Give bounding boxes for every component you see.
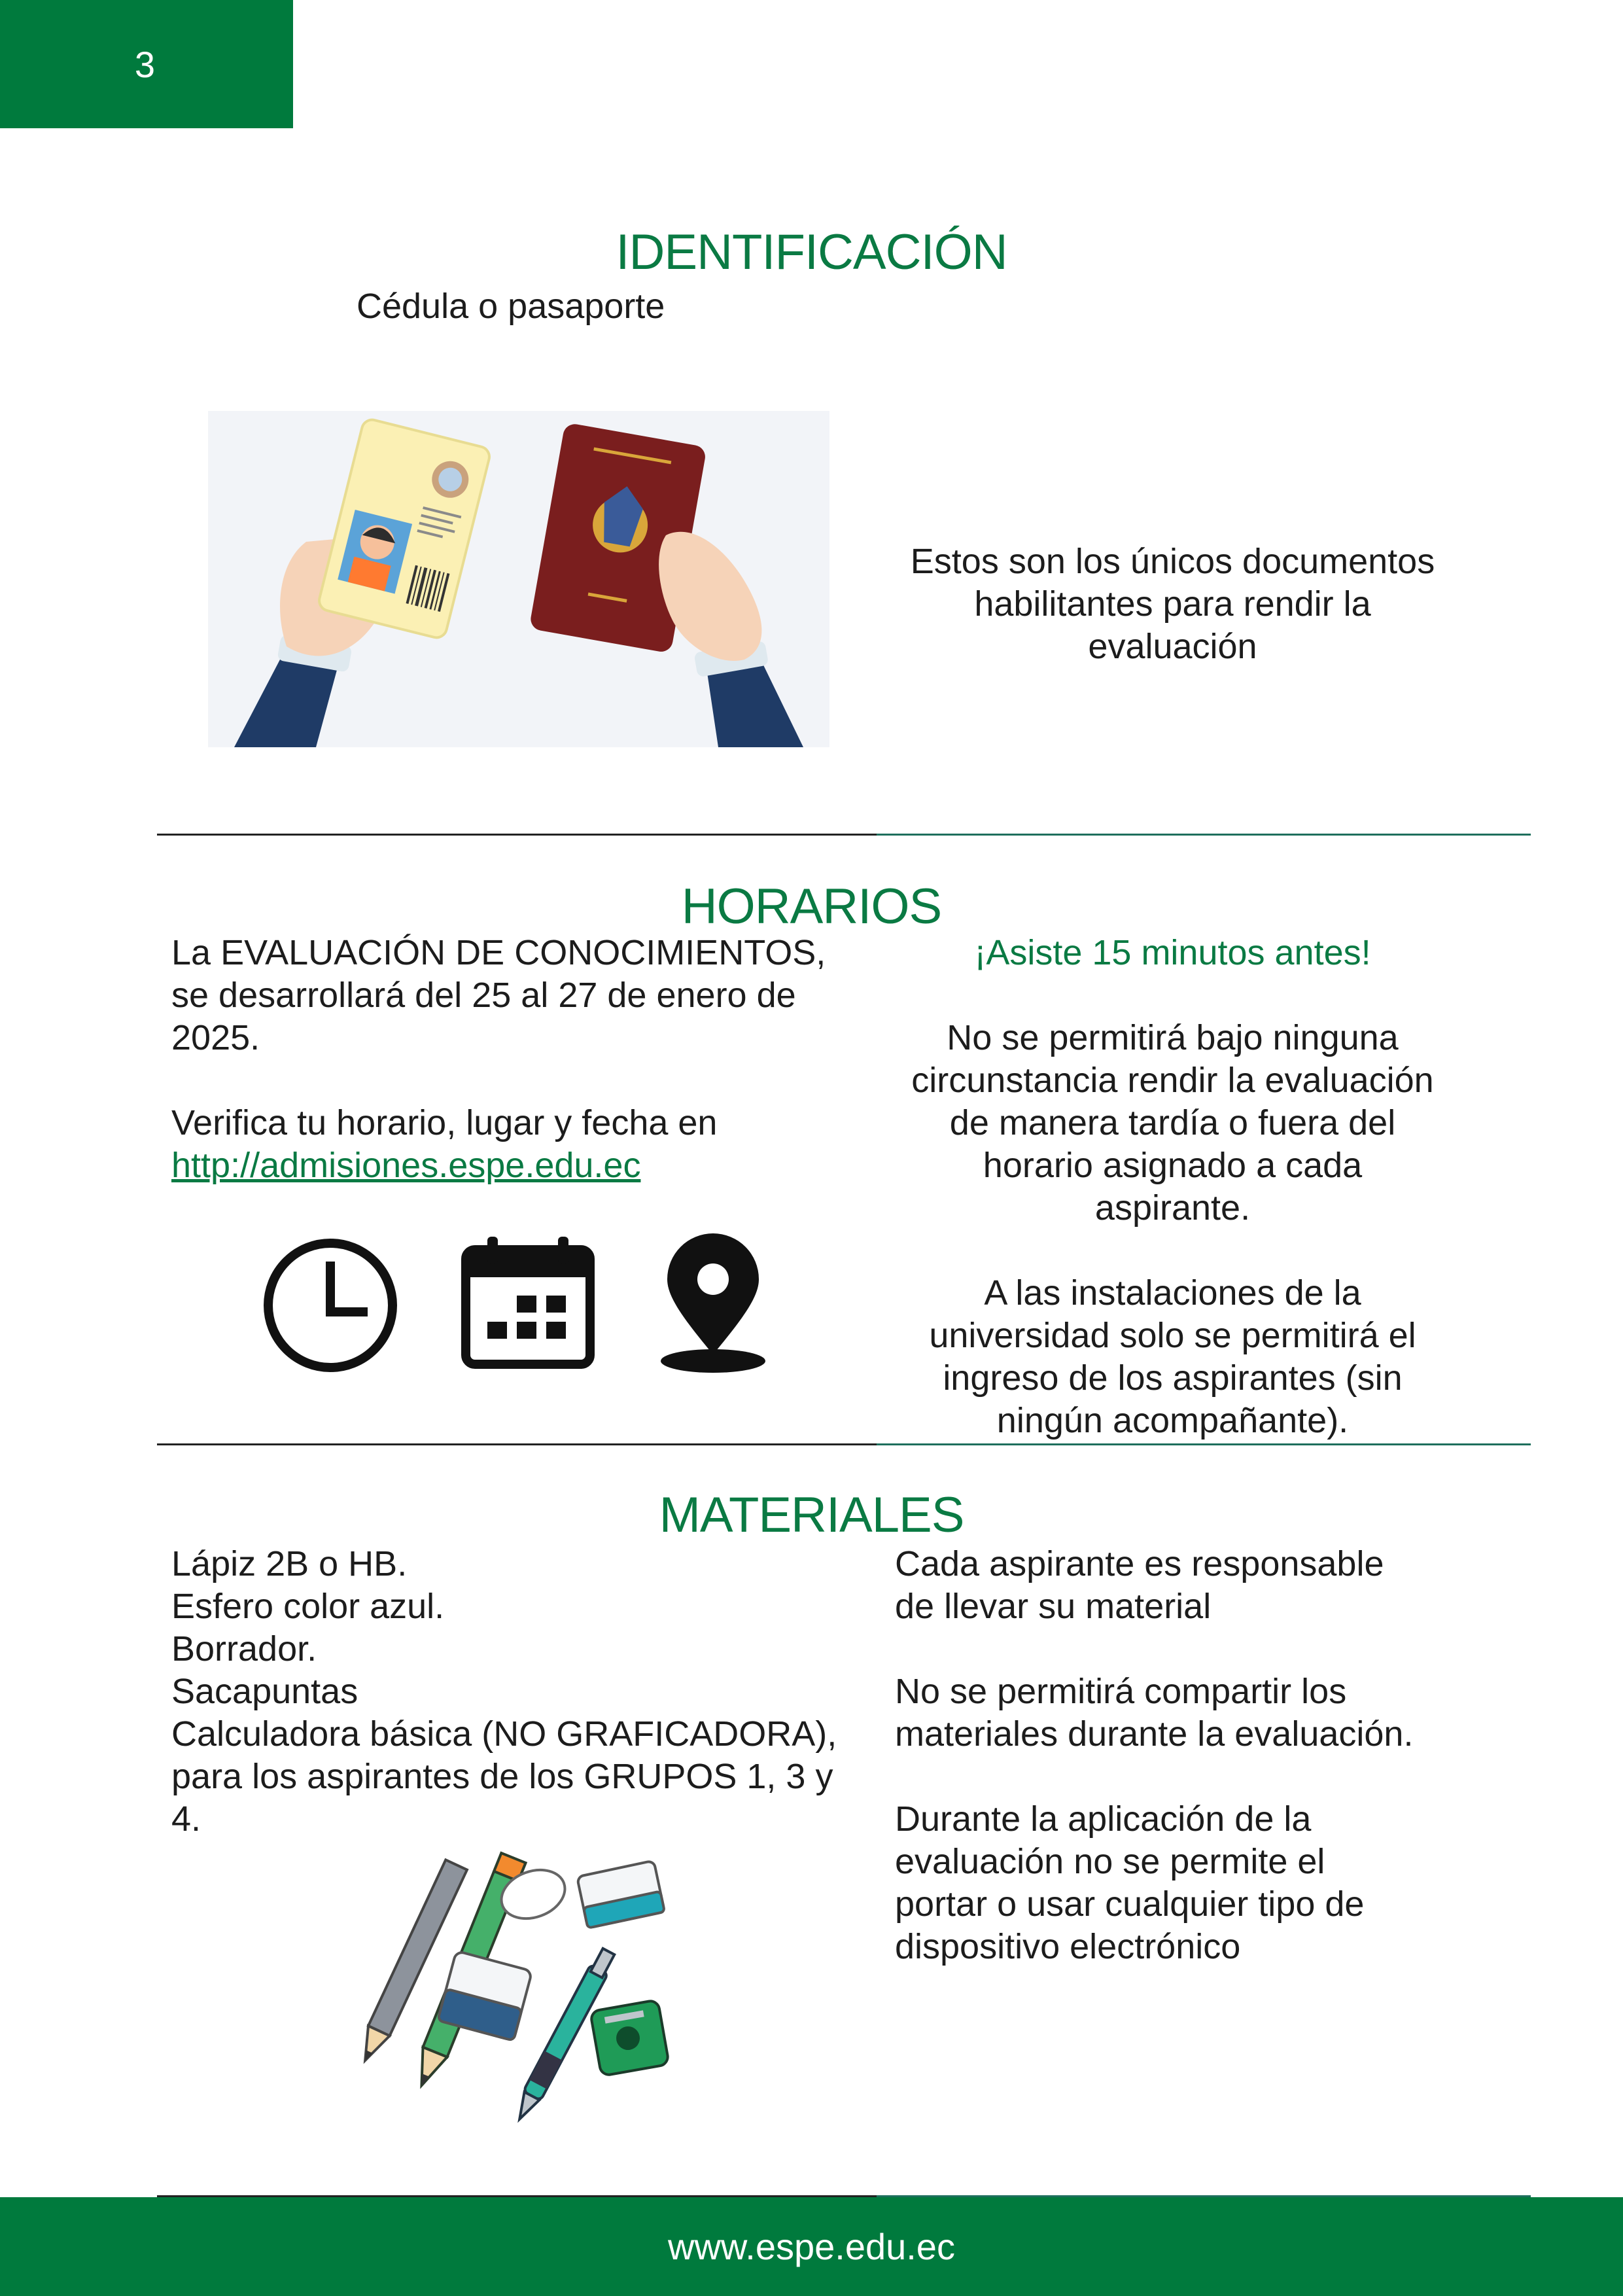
material-item: Lápiz 2B o HB.: [171, 1544, 408, 1583]
material-item: Calculadora básica (NO GRAFICADORA),: [171, 1714, 837, 1754]
material-rule-line: portar o usar cualquier tipo de: [895, 1884, 1365, 1924]
material-item: 4.: [171, 1799, 201, 1839]
note-line: habilitantes para rendir la: [974, 584, 1371, 624]
footer-url[interactable]: www.espe.edu.ec: [668, 2226, 955, 2267]
horarios-heading: HORARIOS: [681, 879, 942, 934]
rule-line: de manera tardía o fuera del: [949, 1103, 1396, 1142]
note-line: evaluación: [1088, 627, 1257, 666]
calendar-icon: [466, 1237, 590, 1364]
schedule-icons: [255, 1230, 785, 1381]
rule-line: ningún acompañante).: [996, 1401, 1349, 1440]
evaluation-name: EVALUACIÓN DE CONOCIMIENTOS: [220, 933, 816, 972]
horarios-line1: [171, 932, 891, 974]
school-supplies-illustration: [360, 1842, 674, 2149]
material-item: Sacapuntas: [171, 1672, 358, 1711]
materiales-list: [171, 1543, 891, 1841]
id-documents-illustration: [208, 411, 829, 747]
clock-icon: [268, 1243, 393, 1368]
verify-line: Verifica tu horario, lugar y fecha en: [171, 1103, 718, 1142]
page-number-tab: [0, 0, 293, 128]
material-rule-line: No se permitirá compartir los: [895, 1672, 1347, 1711]
line-suffix: ,: [816, 933, 826, 972]
page-number: 3: [134, 43, 156, 85]
rule-line: horario asignado a cada: [983, 1146, 1363, 1185]
material-rule-line: Durante la aplicación de la: [895, 1799, 1312, 1839]
rule-line: A las instalaciones de la: [984, 1273, 1361, 1313]
horarios-left-text: [171, 932, 891, 1187]
blue-eraser-icon: [577, 1861, 665, 1928]
material-item: Borrador.: [171, 1629, 317, 1669]
horarios-line: 2025.: [171, 1018, 260, 1057]
line-prefix: La: [171, 933, 221, 972]
material-rule-line: dispositivo electrónico: [895, 1927, 1241, 1966]
material-rule-line: evaluación no se permite el: [895, 1842, 1325, 1881]
sharpener-icon: [590, 2000, 669, 2076]
identificacion-subtitle: Cédula o pasaporte: [357, 287, 665, 326]
identificacion-heading: IDENTIFICACIÓN: [616, 224, 1007, 280]
rule-line: No se permitirá bajo ninguna: [947, 1018, 1399, 1057]
location-pin-icon: [661, 1233, 765, 1373]
material-rule-line: Cada aspirante es responsable: [895, 1544, 1384, 1583]
rule-line: ingreso de los aspirantes (sin: [943, 1358, 1403, 1398]
material-item: para los aspirantes de los GRUPOS 1, 3 y: [171, 1757, 833, 1796]
horarios-line: se desarrollará del 25 al 27 de enero de: [171, 976, 796, 1015]
rule-line: universidad solo se permitirá el: [929, 1316, 1416, 1355]
materiales-heading: MATERIALES: [659, 1487, 964, 1543]
admisiones-link[interactable]: http://admisiones.espe.edu.ec: [171, 1146, 641, 1185]
material-rule-line: materiales durante la evaluación.: [895, 1714, 1414, 1754]
materiales-right-text: [895, 1543, 1484, 1968]
rule-line: aspirante.: [1094, 1188, 1251, 1227]
arrive-early-note: ¡Asiste 15 minutos antes!: [974, 933, 1371, 972]
material-item: Esfero color azul.: [171, 1587, 445, 1626]
horarios-right-text: [880, 932, 1465, 1442]
identificacion-note: [870, 540, 1475, 668]
footer-bar: [0, 2197, 1623, 2296]
rule-line: circunstancia rendir la evaluación: [911, 1061, 1434, 1100]
material-rule-line: de llevar su material: [895, 1587, 1212, 1626]
note-line: Estos son los únicos documentos: [910, 542, 1435, 581]
